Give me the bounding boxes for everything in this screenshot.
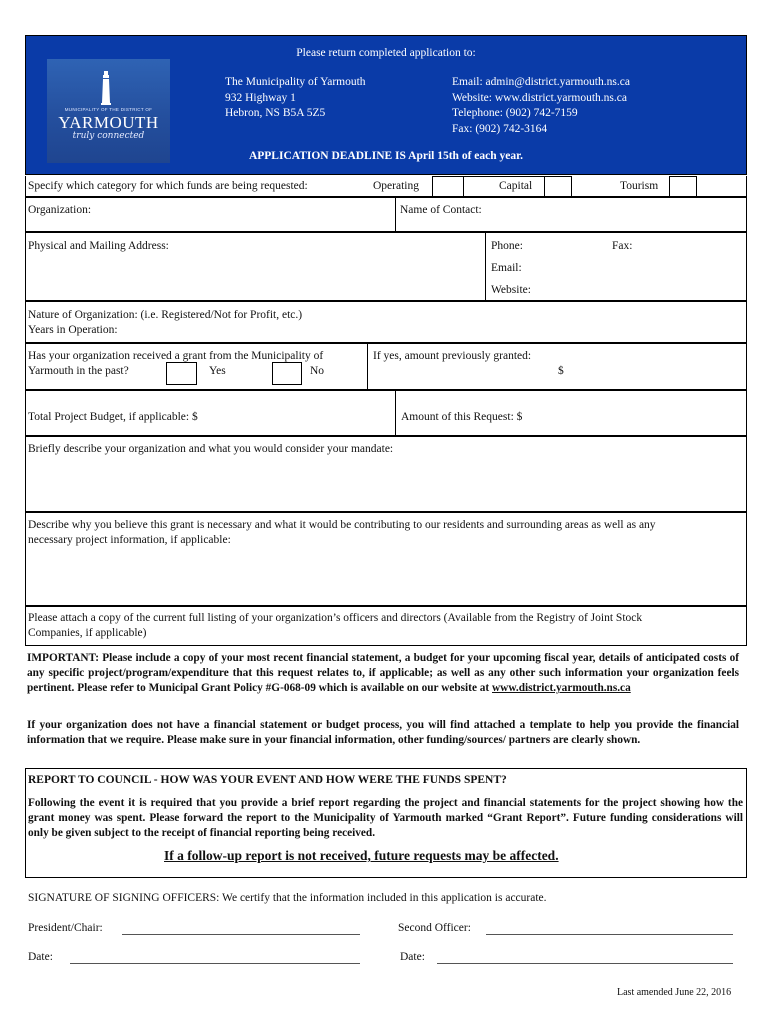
address-label: Physical and Mailing Address: [28,240,169,252]
phone-label[interactable]: Phone: [491,240,523,252]
phone-fax-email-block [485,232,747,301]
mailing-address: The Municipality of Yarmouth 932 Highway 1 Hebron, NS B5A 5Z5 [225,76,366,119]
second-officer-label: Second Officer: [398,922,471,934]
no-label: No [310,365,325,377]
yarmouth-logo [47,59,170,163]
organization-label: Organization: [28,204,92,216]
total-budget-field[interactable] [25,390,396,436]
return-instructions: Please return completed application to: [296,47,476,59]
officers-line2: Companies, if applicable) [28,627,147,639]
necessity-field[interactable] [25,512,747,606]
mandate-label: Briefly describe your organization and what you would consider your mandate: [28,443,394,455]
category-operating-label: Operating [373,180,419,192]
yes-checkbox[interactable] [166,362,197,385]
date2-line[interactable] [437,963,733,964]
report-to-council [25,768,747,878]
lighthouse-icon [99,71,113,105]
officers-listing-note [25,606,747,646]
important-text: IMPORTANT: Please include a copy of your most recent financial statement, a budget for your upcoming fiscal year, details of anticipated costs of any specific project/program/expenditure that this request relates to, if applicable; as well as any other such information your organization feels pertinent. Please refer to Municipal Grant Policy #G-068-09 which is available on our website at [27,652,739,694]
president-signature-line[interactable] [122,934,360,935]
contact-info: Email: admin@district.yarmouth.ns.ca Website: www.district.yarmouth.ns.ca Telephone: (902) 742-7159 Fax: (902) 742-3164 [452,76,630,135]
contact-name-label: Name of Contact: [400,204,482,216]
category-row [25,176,747,197]
mandate-field[interactable] [25,436,747,512]
last-amended: Last amended June 22, 2016 [617,987,732,998]
category-prompt: Specify which category for which funds are being requested: [28,180,308,192]
organization-field[interactable] [25,197,396,232]
necessity-label-line1: Describe why you believe this grant is necessary and what it would be contributing to our residents and surrounding areas as well as any [28,519,656,531]
second-officer-signature-line[interactable] [486,934,733,935]
website-label[interactable]: Website: [491,284,531,296]
contact-name-field[interactable] [395,197,747,232]
logo-small-text: MUNICIPALITY OF THE DISTRICT OF [64,107,153,112]
years-label: Years in Operation: [28,324,118,336]
past-grant-line1: Has your organization received a grant from the Municipality of [28,350,324,362]
email-label[interactable]: Email: [491,262,522,274]
request-amount-label: Amount of this Request: $ [401,411,523,423]
category-tourism-label: Tourism [620,180,659,192]
report-warning: If a follow-up report is not received, future requests may be affected. [164,848,559,863]
template-notice: If your organization does not have a financial statement or budget process, you will find attached a template to help you provide the financial information that we require. Please make sure in your financial information, other funding/sources/ partners are clearly shown. [27,719,739,746]
application-deadline: APPLICATION DEADLINE IS April 15th of each year. [248,150,524,162]
website-link[interactable]: www.district.yarmouth.ns.ca [492,682,631,694]
fax-label[interactable]: Fax: [612,240,633,252]
nature-label: Nature of Organization: (i.e. Registered/Not for Profit, etc.) [28,309,303,321]
previous-amount-label: If yes, amount previously granted: [373,350,532,362]
signature-statement: SIGNATURE OF SIGNING OFFICERS: We certify that the information included in this application is accurate. [28,892,547,904]
logo-tagline: truly connected [72,131,145,141]
previous-amount-field[interactable] [367,343,747,390]
report-body: Following the event it is required that you provide a brief report regarding the project and financial statements for the project showing how the grant money was spent. Please forward the report to the Municipality of Yarmouth marked “Grant Report”. Future funding considerations will only be given subject to the receipt of financial reporting being received. [28,797,743,839]
date1-line[interactable] [70,963,360,964]
important-notice [27,651,739,696]
officers-line1: Please attach a copy of the current full listing of your organization’s officers and directors (Available from the Registry of Joint Stock [28,612,643,624]
past-grant-line2: Yarmouth in the past? [28,365,129,377]
header-banner [25,35,747,175]
logo-name: YARMOUTH [58,113,159,132]
necessity-label-line2: necessary project information, if applicable: [28,534,231,546]
report-title: REPORT TO COUNCIL - HOW WAS YOUR EVENT AND HOW WERE THE FUNDS SPENT? [28,774,507,786]
date2-label: Date: [400,951,425,963]
no-checkbox[interactable] [272,362,302,385]
total-budget-label: Total Project Budget, if applicable: $ [28,411,198,423]
date1-label: Date: [28,951,53,963]
yes-label: Yes [209,365,226,377]
category-capital-label: Capital [499,180,533,192]
president-label: President/Chair: [28,922,103,934]
nature-field[interactable] [25,301,747,343]
previous-amount-dollar: $ [558,365,564,377]
request-amount-field[interactable] [395,390,747,436]
past-grant-question [25,343,368,390]
address-field[interactable] [25,232,486,301]
